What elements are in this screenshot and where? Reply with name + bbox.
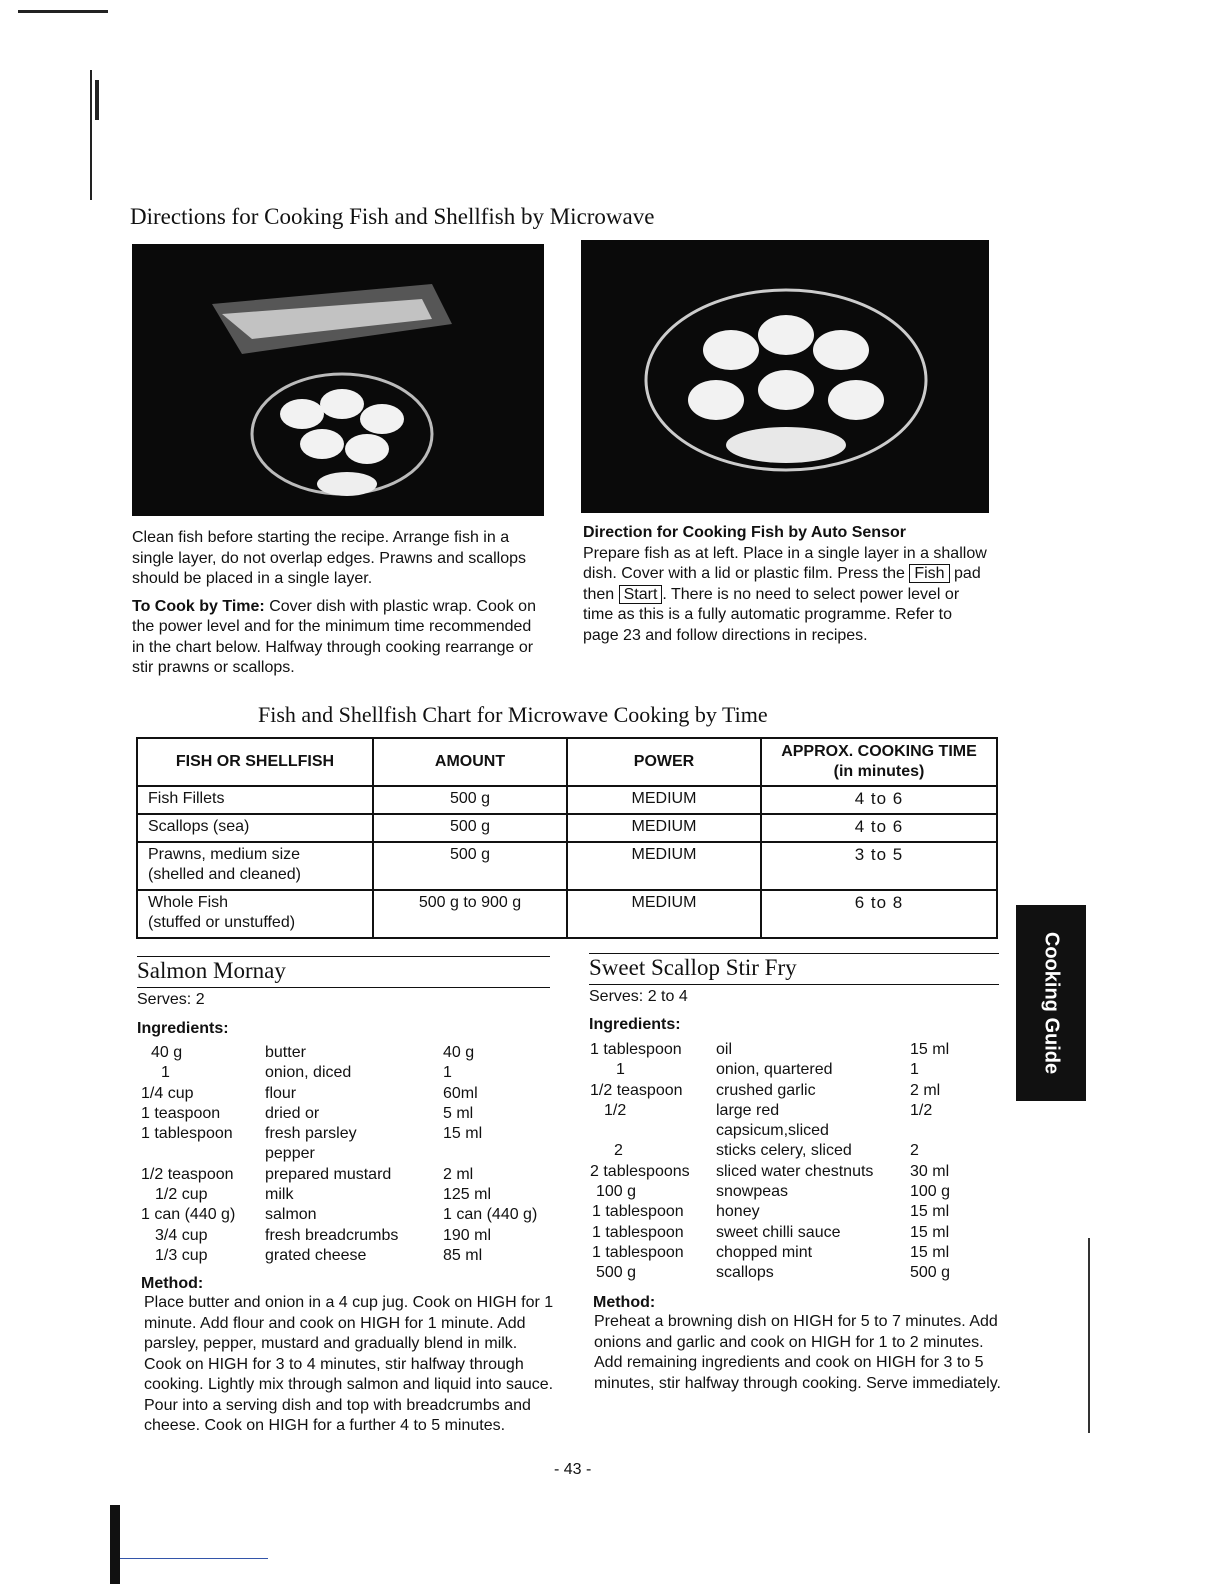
ingredient-quantity: 1 teaspoon [141, 1104, 221, 1122]
ingredient-name: large red [716, 1101, 780, 1119]
cell-time: 3 to 5 [761, 842, 997, 890]
ingredient-name: snowpeas [716, 1183, 789, 1201]
ingredient-quantity: 1 tablespoon [592, 1223, 684, 1241]
ingredient-name: fresh parsley [265, 1125, 357, 1143]
auto-sensor-text-part: Prepare fish as at left. Place in a single layer in a shallow dish. Cover with a lid or plastic film. Press the [583, 544, 987, 582]
cell-item [137, 842, 373, 890]
ingredient-row [590, 1182, 990, 1202]
scan-mark [110, 1505, 120, 1584]
table-row [137, 814, 997, 842]
scallop-method-label: Method: [593, 1294, 656, 1311]
divider [137, 987, 550, 988]
photo-fish-dish [132, 244, 544, 516]
ingredient-quantity: 1 [616, 1061, 625, 1079]
divider [589, 953, 999, 954]
ingredient-quantity: 2 [614, 1142, 623, 1160]
ingredient-name: scallops [716, 1264, 774, 1282]
header-fish: FISH OR SHELLFISH [137, 738, 373, 786]
salmon-title: Salmon Mornay [137, 958, 286, 983]
ingredient-metric: 2 ml [910, 1081, 941, 1099]
table-header-row [137, 738, 997, 786]
ingredient-row [141, 1144, 561, 1164]
scallop-method: Preheat a browning dish on HIGH for 5 to 7 minutes. Add onions and garlic and cook on HIGH for 1 to 2 minutes. Add remaining ingredients and cook on HIGH for 3 to 5 minutes, stir halfway through cooking. Serve immediately. [594, 1313, 1001, 1392]
ingredient-metric: 500 g [910, 1264, 951, 1282]
ingredient-row [141, 1124, 561, 1144]
ingredient-row [141, 1104, 561, 1124]
salmon-ingredients-list [141, 1043, 561, 1266]
cooking-chart-table [136, 737, 998, 939]
section-side-tab [1016, 905, 1086, 1101]
ingredient-name: prepared mustard [265, 1165, 392, 1183]
ingredient-row [590, 1263, 990, 1283]
cell-time: 6 to 8 [761, 890, 997, 938]
ingredient-name: sliced water chestnuts [716, 1162, 874, 1180]
ingredient-metric: 1 can (440 g) [443, 1206, 538, 1224]
ingredient-metric: 100 g [910, 1183, 951, 1201]
ingredient-quantity: 1 tablespoon [590, 1041, 682, 1058]
ingredient-row [590, 1202, 990, 1222]
ingredient-quantity: 1/3 cup [155, 1246, 208, 1264]
ingredient-quantity: 1 tablespoon [592, 1203, 684, 1221]
ingredient-row [590, 1141, 990, 1161]
scan-mark [1088, 1238, 1090, 1433]
page-title: Directions for Cooking Fish and Shellfish by Microwave [130, 204, 655, 229]
ingredient-row [141, 1043, 561, 1063]
ingredient-name: honey [716, 1203, 760, 1221]
ingredient-metric: 30 ml [910, 1162, 950, 1180]
ingredient-metric: 15 ml [443, 1125, 483, 1143]
ingredient-row [590, 1243, 990, 1263]
salmon-ingredients-label: Ingredients: [137, 1020, 229, 1037]
ingredient-metric: 190 ml [443, 1226, 492, 1244]
ingredient-row [590, 1040, 990, 1060]
side-tab-label: Cooking Guide [1040, 931, 1063, 1075]
ingredient-name: capsicum,sliced [716, 1122, 829, 1140]
scan-mark [90, 70, 92, 200]
ingredient-metric: 1/2 [910, 1101, 933, 1119]
ingredient-name: dried or [265, 1104, 320, 1122]
cell-amount: 500 g [373, 786, 567, 814]
table-row [137, 842, 997, 890]
cell-amount: 500 g [373, 842, 567, 890]
cell-time: 4 to 6 [761, 814, 997, 842]
to-cook-text: Cover dish with plastic wrap. Cook on the power level and for the minimum time recommended in the chart below. Halfway through cooking rearrange or stir prawns or scallops. [132, 597, 536, 676]
ingredient-row [141, 1226, 561, 1246]
chart-title: Fish and Shellfish Chart for Microwave Cooking by Time [258, 702, 768, 727]
ingredient-name: sticks celery, sliced [716, 1142, 852, 1160]
ingredient-row [141, 1063, 561, 1083]
to-cook-label: To Cook by Time: [132, 597, 265, 615]
ingredient-name: milk [265, 1186, 294, 1204]
ingredient-quantity: 1 can (440 g) [141, 1206, 236, 1224]
cell-amount: 500 g [373, 814, 567, 842]
ingredient-name: salmon [265, 1206, 317, 1224]
auto-sensor-text-part: . There is no need to select power level or time as this is a fully automatic programme. Refer to page 23 and follow directions in recipes. [583, 585, 960, 644]
ingredient-metric: 125 ml [443, 1186, 492, 1204]
to-cook-paragraph [132, 597, 542, 679]
photo-scallops-dish [581, 240, 989, 513]
ingredient-row [141, 1246, 561, 1266]
ingredient-quantity: 1/4 cup [141, 1084, 194, 1102]
cell-time: 4 to 6 [761, 786, 997, 814]
ingredient-name: fresh breadcrumbs [265, 1226, 399, 1244]
auto-sensor-paragraph [583, 523, 988, 646]
ingredient-row [590, 1162, 990, 1182]
ingredient-row [590, 1223, 990, 1243]
ingredient-quantity: 500 g [596, 1264, 637, 1282]
ingredient-metric: 15 ml [910, 1223, 950, 1241]
table-row [137, 786, 997, 814]
ingredient-name: chopped mint [716, 1243, 813, 1261]
ingredient-metric: 2 ml [443, 1165, 474, 1183]
ingredient-row [590, 1121, 990, 1141]
ingredient-metric: 60ml [443, 1084, 478, 1102]
ingredient-quantity: 1 tablespoon [592, 1243, 684, 1261]
ingredient-row [141, 1165, 561, 1185]
header-time-line2: (in minutes) [833, 763, 925, 780]
ingredient-quantity: 1/2 teaspoon [590, 1081, 683, 1099]
ingredient-quantity: 1/2 cup [155, 1186, 208, 1204]
header-time-line1: APPROX. COOKING TIME [781, 743, 977, 760]
ingredient-quantity: 1 tablespoon [141, 1125, 233, 1143]
intro-paragraph [132, 528, 542, 679]
ingredient-row [590, 1101, 990, 1121]
ingredient-name: crushed garlic [716, 1081, 816, 1099]
ingredient-name: sweet chilli sauce [716, 1223, 841, 1241]
ingredient-quantity: 3/4 cup [155, 1226, 208, 1244]
salmon-method-label: Method: [141, 1275, 204, 1292]
ingredient-quantity: 1/2 [604, 1101, 627, 1119]
ingredient-name: pepper [265, 1145, 315, 1163]
ingredient-metric: 2 [910, 1142, 919, 1160]
cell-item-line: Whole Fish [148, 894, 229, 911]
cell-power: MEDIUM [567, 786, 761, 814]
ingredient-quantity: 40 g [151, 1044, 183, 1061]
cell-item-line: (stuffed or unstuffed) [148, 914, 296, 931]
start-pad-key: Start [619, 585, 663, 604]
ingredient-name: onion, diced [265, 1064, 352, 1082]
ingredient-metric: 1 [910, 1061, 919, 1079]
scallop-title: Sweet Scallop Stir Fry [589, 955, 797, 980]
header-amount: AMOUNT [373, 738, 567, 786]
ingredient-quantity: 100 g [596, 1183, 637, 1201]
ingredient-quantity: 2 tablespoons [590, 1162, 690, 1180]
ingredient-name: flour [265, 1084, 297, 1102]
ingredient-metric: 5 ml [443, 1104, 474, 1122]
cell-item [137, 890, 373, 938]
ingredient-metric: 40 g [443, 1044, 475, 1061]
ingredient-metric: 15 ml [910, 1243, 950, 1261]
header-power: POWER [567, 738, 761, 786]
ingredient-name: butter [265, 1044, 306, 1061]
table-row [137, 890, 997, 938]
auto-sensor-text-part: pad then [583, 565, 981, 603]
page-number: - 43 - [554, 1461, 592, 1478]
ingredient-row [141, 1205, 561, 1225]
header-time [761, 738, 997, 786]
scan-mark [120, 1558, 268, 1559]
fish-pad-key: Fish [909, 564, 949, 583]
scallop-ingredients-list [590, 1040, 990, 1284]
intro-text: Clean fish before starting the recipe. Arrange fish in a single layer, do not overlap edges. Prawns and scallops should be placed in a single layer. [132, 529, 527, 587]
cell-power: MEDIUM [567, 842, 761, 890]
scan-mark [18, 10, 108, 13]
divider [137, 956, 550, 957]
cell-item-line: Prawns, medium size [148, 846, 301, 863]
ingredient-quantity: 1/2 teaspoon [141, 1165, 234, 1183]
cell-amount: 500 g to 900 g [373, 890, 567, 938]
ingredient-row [590, 1060, 990, 1080]
cell-power: MEDIUM [567, 814, 761, 842]
ingredient-name: grated cheese [265, 1246, 367, 1264]
cell-item: Fish Fillets [137, 786, 373, 814]
cell-item: Scallops (sea) [137, 814, 373, 842]
ingredient-name: onion, quartered [716, 1061, 833, 1079]
cell-power: MEDIUM [567, 890, 761, 938]
ingredient-row [590, 1081, 990, 1101]
ingredient-row [141, 1084, 561, 1104]
divider [589, 984, 999, 985]
salmon-method: Place butter and onion in a 4 cup jug. Cook on HIGH for 1 minute. Add flour and cook on HIGH for 1 minute. Add parsley, pepper, mustard and gradually blend in milk. Cook on HIGH for 3 to 4 minutes, stir halfway through cooking. Lightly mix through salmon and liquid into sauce. Pour into a serving dish and top with breadcrumbs and cheese. Cook on HIGH for a further 4 to 5 minutes. [144, 1294, 554, 1434]
scallop-serves: Serves: 2 to 4 [589, 988, 688, 1005]
ingredient-row [141, 1185, 561, 1205]
ingredient-name: oil [716, 1041, 733, 1058]
auto-sensor-heading: Direction for Cooking Fish by Auto Sensor [583, 524, 906, 541]
cell-item-line: (shelled and cleaned) [148, 866, 301, 883]
scallop-ingredients-label: Ingredients: [589, 1016, 681, 1033]
auto-sensor-text [583, 544, 988, 647]
ingredient-metric: 1 [443, 1064, 452, 1082]
ingredient-metric: 15 ml [910, 1041, 950, 1058]
scan-mark [95, 80, 99, 120]
salmon-serves: Serves: 2 [137, 991, 205, 1008]
ingredient-quantity: 1 [161, 1064, 170, 1082]
ingredient-metric: 85 ml [443, 1246, 483, 1264]
ingredient-metric: 15 ml [910, 1203, 950, 1221]
